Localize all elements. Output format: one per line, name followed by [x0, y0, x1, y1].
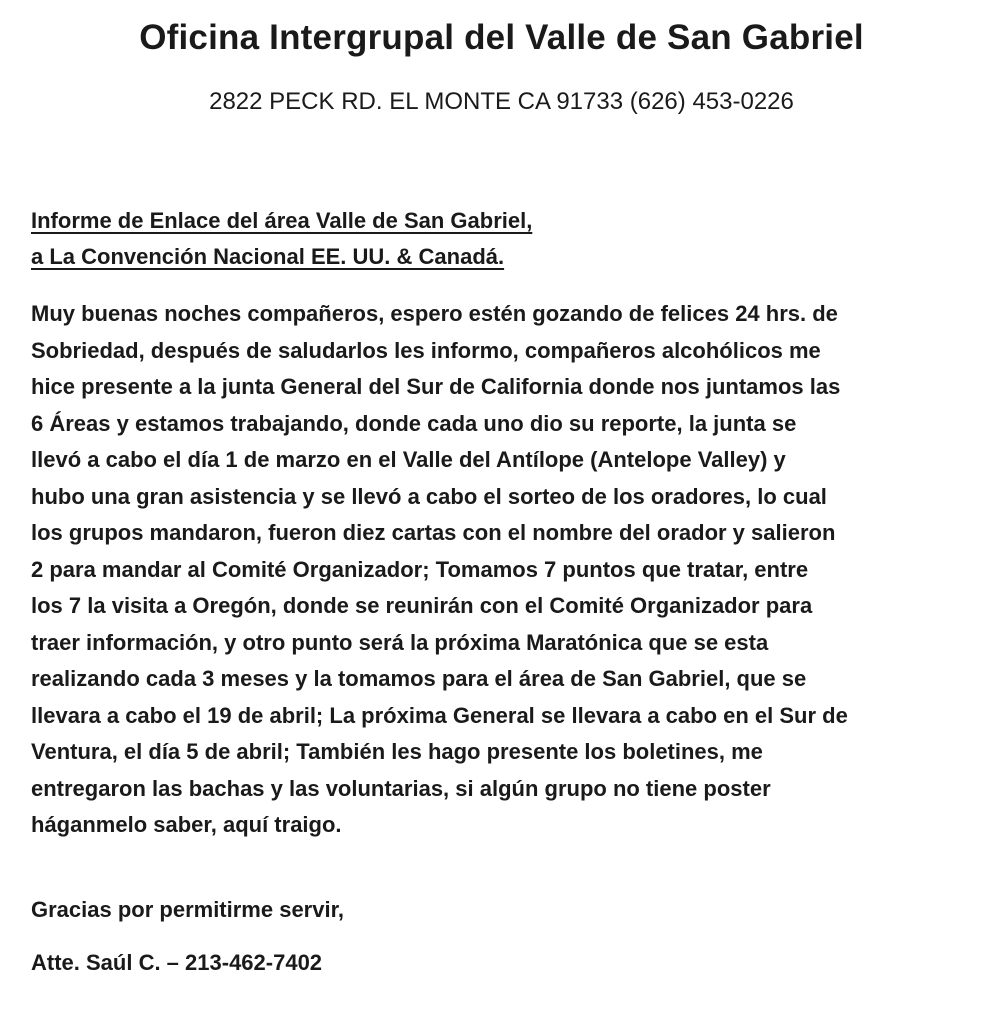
body-line: hubo una gran asistencia y se llevó a cabo el sorteo de los oradores, lo cual: [31, 483, 827, 509]
body-line: los 7 la visita a Oregón, donde se reunirán con el Comité Organizador para: [31, 593, 813, 618]
body-line: traer información, y otro punto será la próxima Maratónica que se esta: [31, 629, 769, 655]
office-address: 2822 PECK RD. EL MONTE CA 91733 (626) 453-0226: [209, 88, 794, 115]
body-line: hice presente a la junta General del Sur de California donde nos juntamos las: [31, 374, 841, 399]
body-line: 6 Áreas y estamos trabajando, donde cada uno dio su reporte, la junta se: [31, 410, 797, 436]
body-line: Sobriedad, después de saludarlos les informo, compañeros alcohólicos me: [31, 337, 821, 363]
body-line: realizando cada 3 meses y la tomamos para el área de San Gabriel, que se: [31, 666, 807, 691]
body-line: los grupos mandaron, fueron diez cartas con el nombre del orador y salieron: [31, 520, 836, 545]
body-line: Muy buenas noches compañeros, espero estén gozando de felices 24 hrs. de: [31, 301, 838, 326]
body-line: háganmelo saber, aquí traigo.: [31, 812, 342, 837]
report-heading-line: a La Convención Nacional EE. UU. & Canadá.: [31, 244, 505, 269]
report-heading: [31, 203, 532, 275]
closing-line: Gracias por permitirme servir,: [31, 897, 345, 922]
body-line: 2 para mandar al Comité Organizador; Tomamos 7 puntos que tratar, entre: [31, 556, 809, 582]
report-body: [31, 296, 971, 844]
body-line: llevara a cabo el 19 de abril; La próxima General se llevara a cabo en el Sur de: [31, 702, 848, 728]
body-line: llevó a cabo el día 1 de marzo en el Valle del Antílope (Antelope Valley) y: [31, 447, 786, 472]
signature-line: Atte. Saúl C. – 213-462-7402: [31, 950, 323, 975]
body-line: Ventura, el día 5 de abril; También les hago presente los boletines, me: [31, 739, 763, 764]
document-title: Oficina Intergrupal del Valle de San Gabriel: [139, 18, 864, 57]
report-heading-line: Informe de Enlace del área Valle de San Gabriel,: [31, 208, 533, 233]
body-line: entregaron las bachas y las voluntarias, si algún grupo no tiene poster: [31, 775, 771, 801]
